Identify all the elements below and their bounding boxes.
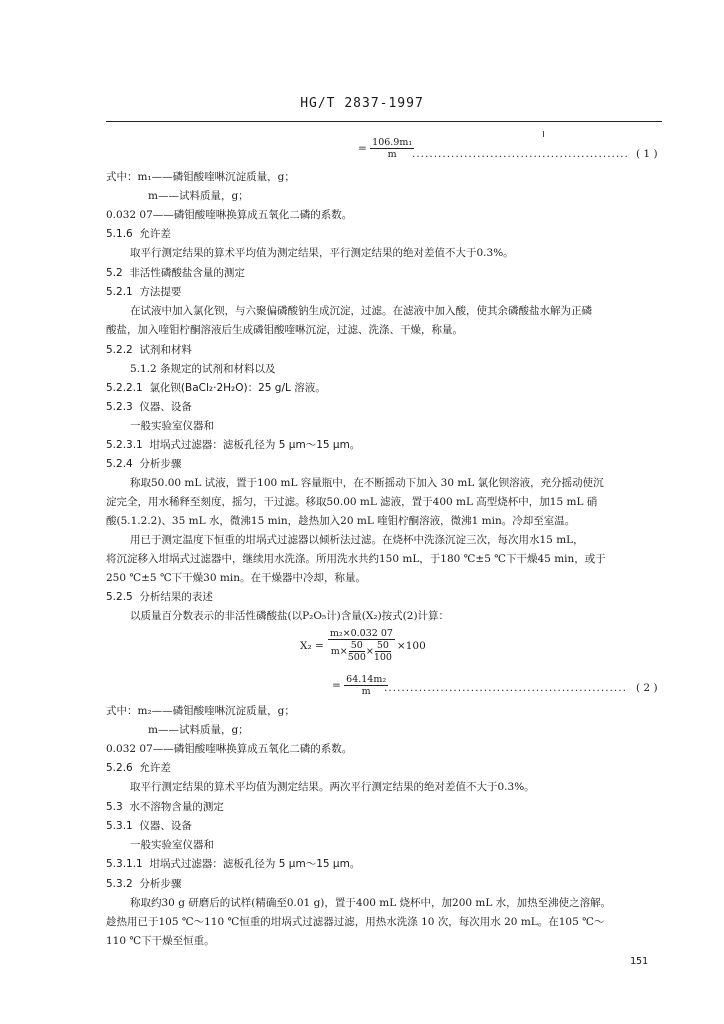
formula-1-leader: .................................................. [412,148,629,160]
paragraph-line: 110 ℃下干燥至恒重。 [106,935,215,947]
section-5-2-6 [106,761,171,775]
section-number: 5.2.5 [106,591,133,603]
formula-2-tail: ×100 [396,639,426,652]
formula-2-label: ( 2 ) [636,682,658,694]
formula-1-numerator: 106.9m₁ [372,137,413,148]
section-title: 分析步骤 [139,878,182,890]
paragraph-line: 250 ℃±5 ℃下干燥30 min。在干燥器中冷却，称量。 [106,572,366,584]
margin-mark [543,131,544,137]
section-number: 5.1.6 [106,228,133,240]
section-title: 仪器、设备 [139,820,192,832]
subfraction-numerator: 50 [376,640,389,651]
paragraph-line: 用已于测定温度下恒重的坩埚式过滤器以倾析法过滤。在烧杯中洗涤沉淀三次，每次用水15 mL， [130,534,584,546]
section-title: 分析步骤 [139,458,182,470]
formula-2-subfraction [374,640,392,663]
formula-2 [300,628,426,663]
formula-1-label: ( 1 ) [636,148,658,160]
formula-2-subfraction [348,640,366,663]
section-number: 5.3 [106,801,123,813]
paragraph: 取平行测定结果的算术平均值为测定结果。两次平行测定结果的绝对差值不大于0.3%。 [130,781,535,793]
paragraph-line: 酸盐，加入喹钼柠酮溶液后生成磷钼酸喹啉沉淀，过滤、洗涤、干燥，称量。 [106,324,463,336]
section-5-3-2 [106,877,181,891]
formula-2-prefix: = [332,679,341,692]
section-text: 坩埚式过滤器：滤板孔径为 5 μm～15 μm。 [149,858,361,870]
section-5-2-4 [106,457,181,471]
section-5-3-1 [106,819,192,833]
section-number: 5.3.1.1 [106,858,143,870]
formula-2-times: × [365,646,374,657]
section-text: 坩埚式过滤器：滤板孔径为 5 μm～15 μm。 [149,439,361,451]
section-5-2-3 [106,400,192,414]
paragraph: 以质量百分数表示的非活性磷酸盐(以P₂O₅计)含量(X₂)按式(2)计算： [130,610,450,622]
paragraph-line: 称取50.00 mL 试液，置于100 mL 容量瓶中，在不断摇动下加入 30 mL 氯化钡溶液，充分摇动使沉 [130,477,604,489]
section-text: 氯化钡(BaCl₂·2H₂O)：25 g/L 溶液。 [149,382,326,394]
formula-2-result-denominator: m [361,686,371,697]
formula-2-result [332,674,388,697]
section-title: 仪器、设备 [139,401,192,413]
formula-2-numerator: m₂×0.032 07 [329,628,393,639]
where-2-line: 式中：m₂——磷钼酸喹啉沉淀质量，g； [106,705,295,717]
section-number: 5.2 [106,267,123,279]
paragraph: 5.1.2 条规定的试剂和材料以及 [130,363,276,375]
formula-2-result-fraction [344,674,388,697]
section-title: 试剂和材料 [139,344,192,356]
formula-1-fraction [370,137,414,160]
subfraction-denominator: 100 [373,652,392,663]
section-number: 5.2.3.1 [106,439,143,451]
section-5-3-1-1 [106,857,360,871]
section-title: 分析结果的表述 [139,591,213,603]
formula-2-leader: ........................................................ [384,682,627,694]
section-number: 5.2.3 [106,401,133,413]
section-number: 5.3.1 [106,820,133,832]
where-1-line: 式中：m₁——磷钼酸喹啉沉淀质量，g； [106,171,295,183]
subfraction-denominator: 500 [347,652,366,663]
page-number: 151 [630,956,649,967]
formula-2-fraction [328,628,395,663]
section-title: 方法提要 [139,286,182,298]
section-number: 5.2.6 [106,762,133,774]
section-5-2-2-1 [106,381,326,395]
paragraph-line: 称取约30 g 研磨后的试样(精确至0.01 g)，置于400 mL 烧杯中，加200 mL 水，加热至沸使之溶解。 [130,897,612,909]
paragraph: 取平行测定结果的算术平均值为测定结果，平行测定结果的绝对差值不大于0.3%。 [130,247,514,259]
paragraph-line: 酸(5.1.2.2)、35 mL 水，微沸15 min，趁热加入20 mL 喹钼柠酮溶液，微沸1 min。冷却至室温。 [106,515,576,527]
section-5-3 [106,800,224,814]
standard-header: HG/T 2837-1997 [300,96,424,111]
paragraph-line: 淀完全，用水稀释至刻度，摇匀，干过滤。移取50.00 mL 滤液，置于400 mL 高型烧杯中，加15 mL 硝 [106,496,598,508]
header-rule [106,121,662,122]
section-5-2-3-1 [106,438,360,452]
section-5-1-6 [106,227,171,241]
formula-1-prefix: = [358,142,367,155]
subfraction-numerator: 50 [350,640,363,651]
section-title: 水不溶物含量的测定 [129,801,224,813]
section-number: 5.3.2 [106,878,133,890]
section-number: 5.2.2 [106,344,133,356]
section-number: 5.2.1 [106,286,133,298]
paragraph: 一般实验室仪器和 [130,420,214,432]
formula-2-den-m: m× [330,646,348,657]
section-5-2-1 [106,285,181,299]
paragraph-line: 趁热用已于105 ℃～110 ℃恒重的坩埚式过滤器过滤，用热水洗涤 10 次，每次用水 20 mL。在105 ℃～ [106,916,605,928]
where-1-line: m——试料质量，g； [148,190,249,202]
section-5-2 [106,266,245,280]
section-number: 5.2.2.1 [106,382,143,394]
section-5-2-2 [106,343,192,357]
paragraph-line: 在试液中加入氯化钡，与六聚偏磷酸钠生成沉淀，过滤。在滤液中加入酸，使其余磷酸盐水解为正磷 [130,305,592,317]
section-title: 允许差 [139,228,171,240]
where-2-line: 0.032 07——磷钼酸喹啉换算成五氧化二磷的系数。 [106,743,353,755]
formula-1-denominator: m [387,149,397,160]
formula-2-result-numerator: 64.14m₂ [346,674,387,685]
section-title: 允许差 [139,762,171,774]
where-1-line: 0.032 07——磷钼酸喹啉换算成五氧化二磷的系数。 [106,209,353,221]
formula-1 [358,137,414,160]
section-number: 5.2.4 [106,458,133,470]
section-title: 非活性磷酸盐含量的测定 [129,267,245,279]
paragraph-line: 将沉淀移入坩埚式过滤器中，继续用水洗涤。所用洗水共约150 mL，于180 ℃±5 ℃下干燥45 min，或于 [106,553,606,565]
formula-2-denominator [331,640,392,663]
formula-2-lhs: X₂ = [300,639,324,652]
section-5-2-5 [106,590,213,604]
where-2-line: m——试料质量，g； [148,724,249,736]
paragraph: 一般实验室仪器和 [130,839,214,851]
